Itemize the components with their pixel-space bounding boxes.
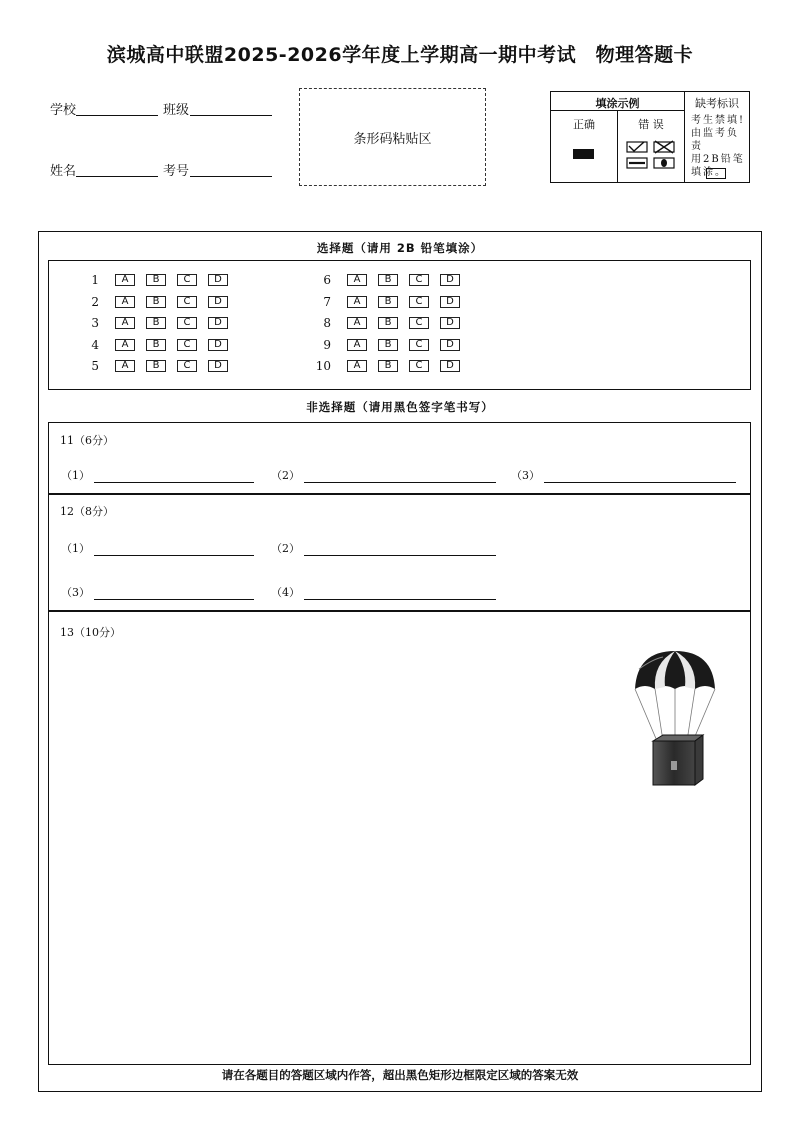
option-bubble-c[interactable]: C — [177, 360, 197, 372]
q12-blank-label: （4） — [271, 586, 300, 599]
option-bubble-c[interactable]: C — [409, 274, 429, 286]
absent-note-line: 填涂。 — [691, 167, 727, 178]
non-choice-section-header: 非选择题（请用黑色签字笔书写） — [306, 400, 494, 414]
choice-section-header: 选择题（请用 2B 铅笔填涂） — [316, 241, 484, 255]
option-bubble-d[interactable]: D — [440, 360, 460, 372]
q11-box — [48, 422, 751, 495]
exam-no-field[interactable] — [190, 160, 272, 177]
option-bubble-c[interactable]: C — [177, 274, 197, 286]
option-bubble-d[interactable]: D — [208, 339, 228, 351]
option-bubble-d[interactable]: D — [440, 339, 460, 351]
page-title: 滨城高中联盟2025-2026学年度上学期高一期中考试 物理答题卡 — [106, 44, 694, 66]
question-number: 10 — [315, 359, 331, 373]
option-bubble-a[interactable]: A — [347, 360, 367, 372]
answer-frame — [38, 231, 762, 1092]
option-bubble-a[interactable]: A — [347, 317, 367, 329]
choice-question-row — [301, 272, 471, 288]
option-bubble-a[interactable]: A — [115, 360, 135, 372]
q13-title: 13（10分） — [60, 626, 121, 639]
question-number: 4 — [91, 337, 99, 352]
option-bubble-d[interactable]: D — [440, 317, 460, 329]
q12-blank-label: （1） — [61, 542, 90, 555]
question-number: 3 — [91, 316, 99, 330]
question-number: 1 — [91, 273, 99, 287]
q11-blank-label: （2） — [271, 469, 300, 482]
q12-blank-3[interactable] — [94, 587, 254, 600]
q13-box[interactable] — [48, 610, 751, 1065]
option-bubble-a[interactable]: A — [115, 274, 135, 286]
option-bubble-c[interactable]: C — [409, 317, 429, 329]
wrong-fill-samples — [626, 138, 678, 172]
q11-blank-label: （1） — [61, 469, 90, 482]
option-bubble-c[interactable]: C — [177, 296, 197, 308]
wrong-label: 错 误 — [638, 118, 664, 131]
choice-question-row — [69, 272, 239, 288]
choice-box — [48, 260, 751, 390]
option-bubble-b[interactable]: B — [146, 360, 166, 372]
choice-question-row — [301, 358, 471, 374]
q11-title: 11（6分） — [60, 434, 114, 447]
question-number: 7 — [323, 294, 331, 309]
correct-label: 正确 — [573, 118, 595, 131]
question-number: 2 — [91, 294, 99, 309]
option-bubble-c[interactable]: C — [177, 317, 197, 329]
option-bubble-b[interactable]: B — [378, 296, 398, 308]
q11-blank-3[interactable] — [544, 470, 736, 483]
q12-blank-4[interactable] — [304, 587, 496, 600]
q11-blank-label: （3） — [511, 469, 540, 482]
q12-blank-2[interactable] — [304, 543, 496, 556]
option-bubble-c[interactable]: C — [409, 339, 429, 351]
correct-fill-sample — [573, 149, 594, 159]
barcode-area — [299, 88, 486, 186]
option-bubble-d[interactable]: D — [208, 360, 228, 372]
exam-no-label: 考号 — [163, 164, 190, 179]
option-bubble-a[interactable]: A — [115, 296, 135, 308]
barcode-label: 条形码粘贴区 — [353, 131, 432, 147]
q11-blank-2[interactable] — [304, 470, 496, 483]
class-field[interactable] — [190, 99, 272, 116]
absent-note-line: 考生禁填! — [691, 115, 746, 126]
option-bubble-c[interactable]: C — [177, 339, 197, 351]
question-number: 9 — [323, 337, 331, 352]
option-bubble-a[interactable]: A — [115, 339, 135, 351]
absent-mark-label: 缺考标识 — [695, 97, 739, 110]
choice-question-row — [69, 358, 239, 374]
option-bubble-c[interactable]: C — [409, 360, 429, 372]
q12-title: 12（8分） — [60, 505, 114, 518]
option-bubble-d[interactable]: D — [208, 274, 228, 286]
fill-example-label: 填涂示例 — [595, 97, 640, 110]
option-bubble-c[interactable]: C — [409, 296, 429, 308]
choice-question-row — [69, 315, 239, 331]
question-number: 8 — [323, 316, 331, 330]
option-bubble-d[interactable]: D — [440, 274, 460, 286]
option-bubble-a[interactable]: A — [347, 296, 367, 308]
choice-question-row — [69, 294, 239, 310]
option-bubble-a[interactable]: A — [347, 274, 367, 286]
q12-blank-1[interactable] — [94, 543, 254, 556]
option-bubble-d[interactable]: D — [208, 296, 228, 308]
option-bubble-b[interactable]: B — [146, 274, 166, 286]
option-bubble-b[interactable]: B — [146, 296, 166, 308]
school-field[interactable] — [76, 99, 158, 116]
name-field[interactable] — [76, 160, 158, 177]
option-bubble-b[interactable]: B — [378, 339, 398, 351]
class-label: 班级 — [163, 103, 190, 118]
footer-notice: 请在各题目的答题区域内作答，超出黑色矩形边框限定区域的答案无效 — [221, 1068, 579, 1082]
question-number: 6 — [323, 273, 331, 287]
q11-blank-1[interactable] — [94, 470, 254, 483]
absent-note-line: 用2B铅笔 — [691, 154, 745, 165]
name-label: 姓名 — [50, 164, 77, 179]
option-bubble-b[interactable]: B — [378, 317, 398, 329]
absent-mark-box[interactable] — [706, 168, 726, 179]
parachute-box-image — [633, 649, 717, 789]
choice-question-row — [69, 337, 239, 353]
question-number: 5 — [91, 359, 99, 373]
absent-note-line: 由监考负责 — [691, 128, 739, 152]
option-bubble-b[interactable]: B — [378, 274, 398, 286]
option-bubble-b[interactable]: B — [378, 360, 398, 372]
option-bubble-a[interactable]: A — [115, 317, 135, 329]
q12-blank-label: （2） — [271, 542, 300, 555]
option-bubble-b[interactable]: B — [146, 317, 166, 329]
q12-blank-label: （3） — [61, 586, 90, 599]
choice-question-row — [301, 294, 471, 310]
fill-legend — [550, 91, 750, 183]
option-bubble-b[interactable]: B — [146, 339, 166, 351]
option-bubble-a[interactable]: A — [347, 339, 367, 351]
choice-question-row — [301, 315, 471, 331]
q12-box — [48, 493, 751, 612]
school-label: 学校 — [50, 103, 77, 118]
option-bubble-d[interactable]: D — [208, 317, 228, 329]
choice-question-row — [301, 337, 471, 353]
option-bubble-d[interactable]: D — [440, 296, 460, 308]
